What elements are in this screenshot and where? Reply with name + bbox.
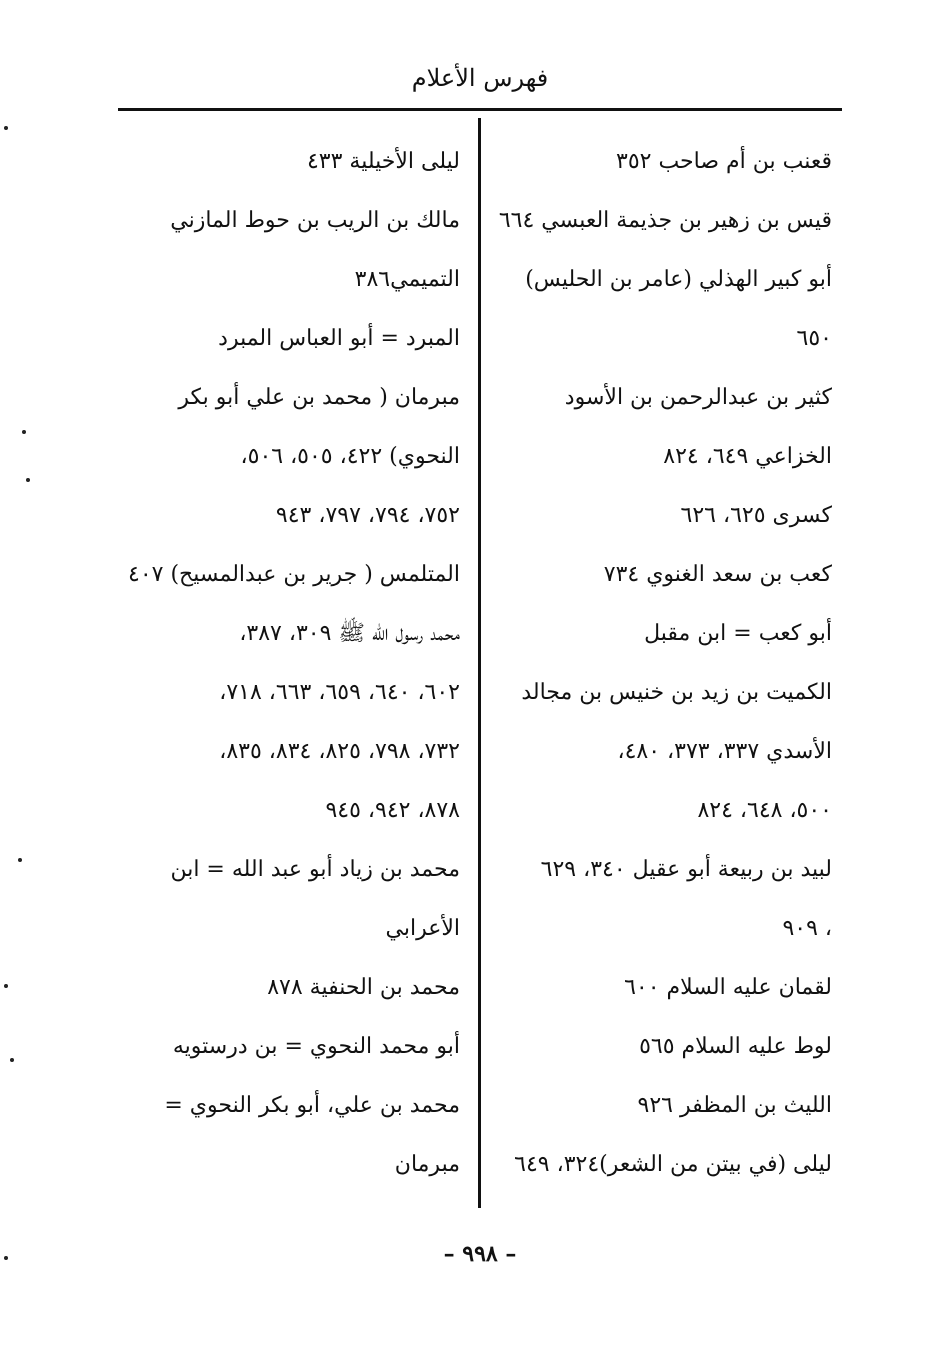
scan-speck (22, 430, 26, 434)
scan-speck (4, 984, 8, 988)
index-entry (496, 250, 832, 368)
index-entry-line: ، ٩٠٩ (782, 916, 832, 941)
index-entry-line: الخزاعي ٦٤٩، ٨٢٤ (663, 444, 832, 469)
index-entry-line: ٦٠٢، ٦٤٠، ٦٥٩، ٦٦٣، ٧١٨، (219, 680, 460, 705)
index-entry-line: ٧٥٢، ٧٩٤، ٧٩٧، ٩٤٣ (275, 503, 460, 528)
index-entry-line: محمد بن الحنفية ٨٧٨ (267, 975, 460, 1000)
index-entry-line: مالك بن الريب بن حوط المازني (170, 208, 460, 233)
index-entry-line: ٧٣٢، ٧٩٨، ٨٢٥، ٨٣٤، ٨٣٥، (219, 739, 460, 764)
index-entry-line: كعب بن سعد الغنوي ٧٣٤ (603, 562, 832, 587)
index-entry (120, 1017, 460, 1076)
index-entry-line: محمد بن زياد أبو عبد الله = ابن (170, 857, 460, 882)
index-entry (496, 1076, 832, 1135)
index-entry-line: الليث بن المظفر ٩٢٦ (637, 1093, 832, 1118)
index-entry-line: ليلى الأخيلية ٤٣٣ (306, 149, 460, 174)
scan-speck (10, 1058, 14, 1062)
index-entry-line: أبو كبير الهذلي (عامر بن الحليس) (525, 267, 832, 292)
index-entry-line: لقمان عليه السلام ٦٠٠ (624, 975, 832, 1000)
index-entry (496, 1017, 832, 1076)
index-entry-line: الأعرابي (385, 916, 460, 941)
index-entry-line: مبرمان ( محمد بن علي أبو بكر (178, 385, 460, 410)
index-entry (120, 545, 460, 604)
scan-speck (4, 126, 8, 130)
index-entry-line: التميمي٣٨٦ (354, 267, 460, 292)
index-entry-line: كثير بن عبدالرحمن بن الأسود (564, 385, 832, 410)
scan-speck (26, 478, 30, 482)
index-entry (120, 1076, 460, 1194)
scan-speck (4, 1256, 8, 1260)
scan-speck (18, 858, 22, 862)
index-entry-line: قيس بن زهير بن جذيمة العبسي ٦٦٤ (498, 208, 832, 233)
index-entry (496, 191, 832, 250)
page-header-title: فهرس الأعلام (411, 64, 549, 92)
index-entry-line: ليلى (في بيتن من الشعر)٣٢٤، ٦٤٩ (514, 1152, 832, 1177)
index-column-right (496, 132, 832, 1194)
index-entry (496, 604, 832, 663)
index-entry-line: الأسدي ٣٣٧، ٣٧٣، ٤٨٠، (617, 739, 832, 764)
index-entry-line: ٥٠٠، ٦٤٨، ٨٢٤ (697, 798, 832, 823)
index-entry-line: لوط عليه السلام ٥٦٥ (639, 1034, 832, 1059)
index-entry (120, 309, 460, 368)
index-entry (496, 840, 832, 958)
page-number: – ٩٩٨ – (443, 1241, 517, 1267)
index-entry (120, 368, 460, 545)
index-entry (496, 1135, 832, 1194)
index-entry (120, 958, 460, 1017)
index-entry-line: قعنب بن أم صاحب ٣٥٢ (616, 149, 832, 174)
index-entry-line: الكميت بن زيد بن خنيس بن مجالد (521, 680, 832, 705)
index-entry (120, 604, 460, 840)
header-rule (118, 108, 842, 111)
index-entry (120, 132, 460, 191)
index-entry-line: أبو محمد النحوي = بن درستويه (172, 1034, 460, 1059)
index-entry (120, 191, 460, 309)
index-entry (496, 663, 832, 840)
index-entry-line: المبرد = أبو العباس المبرد (218, 326, 460, 351)
index-entry-line: ٨٧٨، ٩٤٢، ٩٤٥ (325, 798, 460, 823)
index-entry-line: محمد بن علي، أبو بكر النحوي = (164, 1093, 460, 1118)
column-divider (478, 118, 481, 1208)
index-entry-line: مبرمان (394, 1152, 460, 1177)
index-entry (496, 958, 832, 1017)
index-entry-line: المتلمس ( جرير بن عبدالمسيح) ٤٠٧ (128, 562, 460, 587)
index-entry-line: محمد رسول الله ﷺ ٣٠٩، ٣٨٧، (239, 621, 460, 646)
index-entry-line: لبيد بن ربيعة أبو عقيل ٣٤٠، ٦٢٩ (540, 857, 832, 882)
index-entry (496, 545, 832, 604)
index-entry-line: النحوي) ٤٢٢، ٥٠٥، ٥٠٦، (240, 444, 460, 469)
index-entry-line: أبو كعب = ابن مقبل (644, 621, 832, 646)
index-entry (496, 368, 832, 486)
index-entry (496, 132, 832, 191)
index-column-left (120, 132, 460, 1194)
index-entry (120, 840, 460, 958)
index-entry-line: ٦٥٠ (796, 326, 832, 351)
index-entry (496, 486, 832, 545)
index-entry-line: كسرى ٦٢٥، ٦٢٦ (680, 503, 832, 528)
